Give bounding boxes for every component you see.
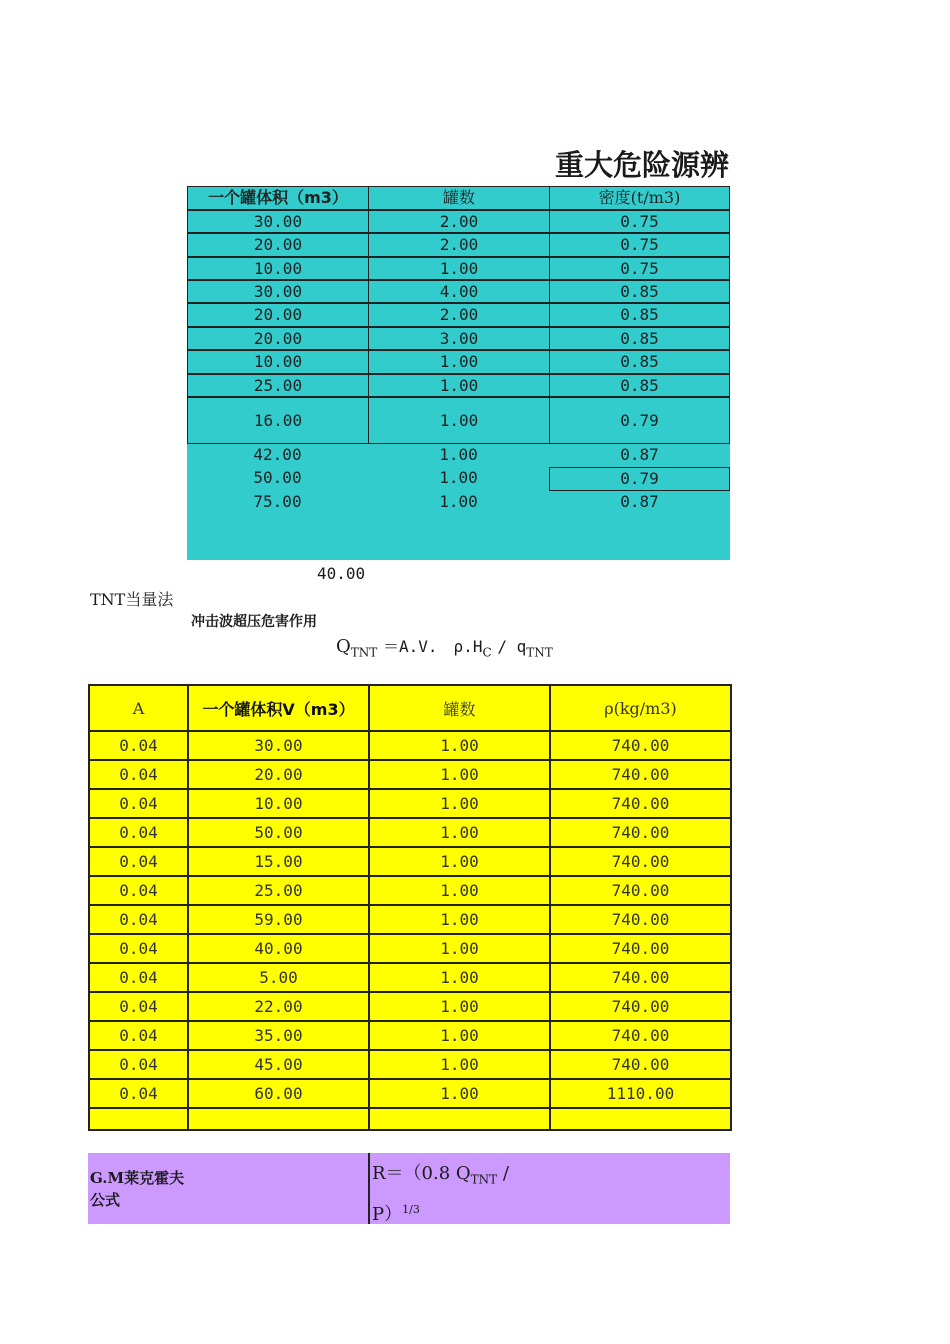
top-table-row [187,303,730,327]
yellow-table-cell: 40.00 [188,934,369,963]
yellow-table-row [89,934,731,963]
top-table-header-cell: 罐数 [368,186,549,210]
tnt-formula [336,634,553,660]
yellow-table-cell: 25.00 [188,876,369,905]
yellow-table-cell: 1.00 [369,876,550,905]
yellow-table-row [89,992,731,1021]
yellow-table-row [89,905,731,934]
yellow-table-empty-row [89,1108,731,1130]
top-table-row [187,210,730,233]
yellow-table-cell: 1.00 [369,934,550,963]
section-label: 冲击波超压危害作用 [191,614,317,630]
top-table-cell: 1.00 [368,350,549,374]
top-table-cell: 0.79 [549,397,730,444]
top-table-cell: 42.00 [253,445,302,464]
top-table-cell: 0.85 [549,303,730,327]
yellow-table-cell: 740.00 [550,789,731,818]
yellow-table-cell: 1.00 [369,847,550,876]
top-table-cell: 16.00 [187,397,368,444]
yellow-table-cell: 50.00 [188,818,369,847]
top-table-row [187,327,730,350]
yellow-table-empty-cell [188,1108,369,1130]
yellow-table-cell: 1.00 [369,905,550,934]
yellow-table-cell: 0.04 [89,847,188,876]
top-table-cell: 1.00 [368,397,549,444]
top-table-cell: 10.00 [187,350,368,374]
method-label: TNT当量法 [90,590,174,609]
yellow-table-cell: 1.00 [369,992,550,1021]
yellow-table-row [89,1079,731,1108]
r-prefix: R＝（0.8 Q [372,1163,471,1184]
yellow-table-empty-cell [550,1108,731,1130]
top-table-cell: 1.00 [439,445,478,464]
top-table-row [187,280,730,303]
top-table-cell: 20.00 [187,303,368,327]
top-table-row [187,257,730,280]
yellow-table-row [89,1050,731,1079]
yellow-table-cell: 1.00 [369,760,550,789]
yellow-table-cell: 0.04 [89,760,188,789]
top-table-row [187,397,730,444]
yellow-table-cell: 1.00 [369,1050,550,1079]
formula-q2-sub: TNT [526,645,553,660]
top-table-cell: 0.85 [549,374,730,397]
yellow-table-cell: 740.00 [550,963,731,992]
top-table-cell: 0.87 [620,492,659,511]
yellow-table-row [89,876,731,905]
yellow-table-header-cell: A [89,685,188,731]
yellow-table-cell: 45.00 [188,1050,369,1079]
top-table-cell: 1.00 [368,257,549,280]
yellow-table-row [89,731,731,760]
yellow-table-cell: 740.00 [550,905,731,934]
purple-divider [368,1153,370,1224]
formula-q-sub: TNT [350,645,378,660]
top-table-cell: 20.00 [187,327,368,350]
top-table-cell: 1.00 [439,468,478,487]
formula-name: G.M莱克霍夫公式 [90,1169,185,1209]
yellow-table-cell: 740.00 [550,847,731,876]
r-line2: P） [372,1203,403,1225]
yellow-table-cell: 0.04 [89,731,188,760]
yellow-table-cell: 0.04 [89,1079,188,1108]
top-table-cell: 1.00 [368,374,549,397]
top-table-cell: 0.79 [549,467,730,491]
top-table-cell: 75.00 [253,492,302,511]
yellow-table-cell: 60.00 [188,1079,369,1108]
top-table-header [187,186,730,210]
top-table-cell: 0.85 [549,327,730,350]
top-table-cell: 0.85 [549,350,730,374]
yellow-table-cell: 740.00 [550,818,731,847]
yellow-table-cell: 1.00 [369,963,550,992]
top-table-cell: 10.00 [187,257,368,280]
yellow-table-cell: 740.00 [550,760,731,789]
formula-h-sub: C [482,645,492,660]
yellow-table-cell: 35.00 [188,1021,369,1050]
top-table-cell: 2.00 [368,303,549,327]
yellow-table-cell: 0.04 [89,789,188,818]
yellow-table-cell: 1.00 [369,1021,550,1050]
yellow-table [88,684,732,1131]
top-table-cell: 0.75 [549,233,730,257]
yellow-table-header-cell: ρ(kg/m3) [550,685,731,731]
yellow-table-cell: 0.04 [89,818,188,847]
top-table-cell: 0.87 [620,445,659,464]
yellow-table-cell: 0.04 [89,1021,188,1050]
top-table-row [187,374,730,397]
yellow-table-cell: 59.00 [188,905,369,934]
yellow-table-cell: 740.00 [550,992,731,1021]
top-table-cell: 0.75 [549,257,730,280]
top-table-row [187,233,730,257]
yellow-table-cell: 0.04 [89,1050,188,1079]
formula-body: ＝A.V. ρ.H [383,637,483,656]
yellow-table-cell: 740.00 [550,1021,731,1050]
yellow-table-cell: 30.00 [188,731,369,760]
top-table-footer-value: 40.00 [317,564,366,583]
yellow-table-cell: 740.00 [550,731,731,760]
top-table-row [187,444,730,467]
yellow-table-header-cell: 罐数 [369,685,550,731]
yellow-table-cell: 740.00 [550,876,731,905]
top-table-cell: 30.00 [187,210,368,233]
yellow-table-cell: 740.00 [550,1050,731,1079]
top-table-cell: 4.00 [368,280,549,303]
yellow-table-header [89,685,731,731]
yellow-table-cell: 5.00 [188,963,369,992]
yellow-table-cell: 0.04 [89,934,188,963]
top-table-cell: 0.85 [549,280,730,303]
yellow-table-row [89,789,731,818]
yellow-table-row [89,847,731,876]
yellow-table-cell: 1110.00 [550,1079,731,1108]
yellow-table-cell: 0.04 [89,992,188,1021]
yellow-table-row [89,1021,731,1050]
top-table-row [187,491,730,514]
top-table-cell: 50.00 [253,468,302,487]
top-table-cell: 2.00 [368,233,549,257]
formula-q: Q [336,636,351,657]
yellow-table-row [89,760,731,789]
yellow-table-row [89,963,731,992]
top-table-header-cell: 一个罐体积（m3） [187,186,368,210]
yellow-table-empty-cell [369,1108,550,1130]
r-mid: / [502,1163,509,1184]
top-table-cell: 1.00 [439,492,478,511]
top-table-header-cell: 密度(t/m3) [549,186,730,210]
yellow-table-cell: 1.00 [369,1079,550,1108]
yellow-table-cell: 15.00 [188,847,369,876]
yellow-table-cell: 0.04 [89,963,188,992]
yellow-table-cell: 22.00 [188,992,369,1021]
top-table-cell: 0.75 [549,210,730,233]
yellow-table-cell: 20.00 [188,760,369,789]
yellow-table-cell: 740.00 [550,934,731,963]
top-table-cell: 20.00 [187,233,368,257]
yellow-table-cell: 10.00 [188,789,369,818]
yellow-table-cell: 1.00 [369,731,550,760]
yellow-table-row [89,818,731,847]
r-sub: TNT [470,1172,498,1187]
yellow-table-header-cell: 一个罐体积V（m3） [188,685,369,731]
top-table-cell: 3.00 [368,327,549,350]
yellow-table-cell: 1.00 [369,789,550,818]
top-table-row [187,350,730,374]
yellow-table-cell: 0.04 [89,876,188,905]
formula-divider: / q [497,637,527,656]
yellow-table-cell: 0.04 [89,905,188,934]
yellow-table-cell: 1.00 [369,818,550,847]
top-table-row [187,467,730,491]
page-title: 重大危险源辨 [555,148,730,182]
top-table-cell: 30.00 [187,280,368,303]
r-formula [372,1159,572,1230]
top-table-cell: 25.00 [187,374,368,397]
top-table-cell: 2.00 [368,210,549,233]
yellow-table-empty-cell [89,1108,188,1130]
r-sup: 1/3 [402,1202,420,1216]
purple-formula-block [88,1153,730,1224]
